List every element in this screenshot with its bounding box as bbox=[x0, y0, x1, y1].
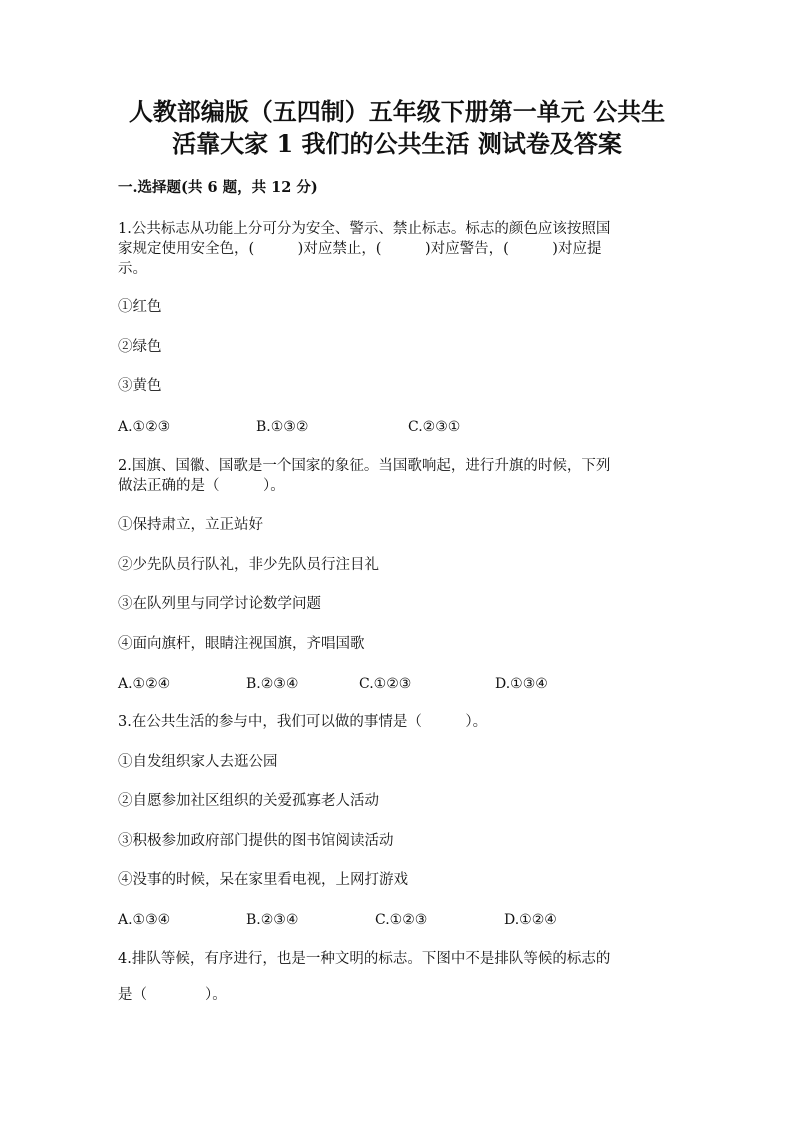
q3-option-c: C.①②③ bbox=[375, 912, 428, 928]
q3-option-a: A.①③④ bbox=[118, 912, 171, 928]
q2-stem-line1: 2.国旗、国徽、国歌是一个国家的象征。当国歌响起，进行升旗的时候，下列 bbox=[118, 458, 611, 474]
q2-item-4: ④面向旗杆，眼睛注视国旗，齐唱国歌 bbox=[118, 636, 365, 652]
q2-option-b: B.②③④ bbox=[246, 676, 299, 692]
q2-item-2: ②少先队员行队礼，非少先队员行注目礼 bbox=[118, 557, 379, 573]
q2-stem-line2: 做法正确的是（ ）。 bbox=[118, 478, 285, 494]
q2-option-c: C.①②③ bbox=[359, 676, 412, 692]
q1-item-3: ③黄色 bbox=[118, 378, 162, 394]
q2-item-1: ①保持肃立，立正站好 bbox=[118, 517, 263, 533]
q3-option-d: D.①②④ bbox=[504, 912, 557, 928]
q3-item-4: ④没事的时候，呆在家里看电视，上网打游戏 bbox=[118, 872, 408, 888]
q1-item-1: ①红色 bbox=[118, 299, 162, 315]
q1-option-c: C.②③① bbox=[408, 419, 461, 435]
q1-option-a: A.①②③ bbox=[118, 419, 171, 435]
q3-stem-line1: 3.在公共生活的参与中，我们可以做的事情是（ ）。 bbox=[118, 714, 488, 730]
q1-stem-line3: 示。 bbox=[118, 261, 147, 277]
q2-item-3: ③在队列里与同学讨论数学问题 bbox=[118, 596, 321, 612]
q4-stem-line2: 是（ ）。 bbox=[118, 987, 227, 1003]
page-title-line2: 活靠大家 1 我们的公共生活 测试卷及答案 bbox=[172, 129, 622, 158]
q1-item-2: ②绿色 bbox=[118, 339, 162, 355]
q4-stem-line1: 4.排队等候，有序进行，也是一种文明的标志。下图中不是排队等候的标志的 bbox=[118, 951, 611, 967]
q3-option-b: B.②③④ bbox=[246, 912, 299, 928]
page-title-line1: 人教部编版（五四制）五年级下册第一单元 公共生 bbox=[128, 97, 666, 126]
q3-item-3: ③积极参加政府部门提供的图书馆阅读活动 bbox=[118, 833, 394, 849]
q1-stem-line2: 家规定使用安全色，( )对应禁止，( )对应警告，( )对应提 bbox=[118, 241, 602, 257]
q2-option-d: D.①③④ bbox=[495, 676, 548, 692]
q1-stem-line1: 1.公共标志从功能上分可分为安全、警示、禁止标志。标志的颜色应该按照国 bbox=[118, 221, 611, 237]
q1-option-b: B.①③② bbox=[256, 419, 309, 435]
section-heading: 一.选择题(共 6 题，共 12 分) bbox=[118, 179, 318, 196]
q3-item-1: ①自发组织家人去逛公园 bbox=[118, 754, 278, 770]
q3-item-2: ②自愿参加社区组织的关爱孤寡老人活动 bbox=[118, 793, 379, 809]
q2-option-a: A.①②④ bbox=[118, 676, 171, 692]
